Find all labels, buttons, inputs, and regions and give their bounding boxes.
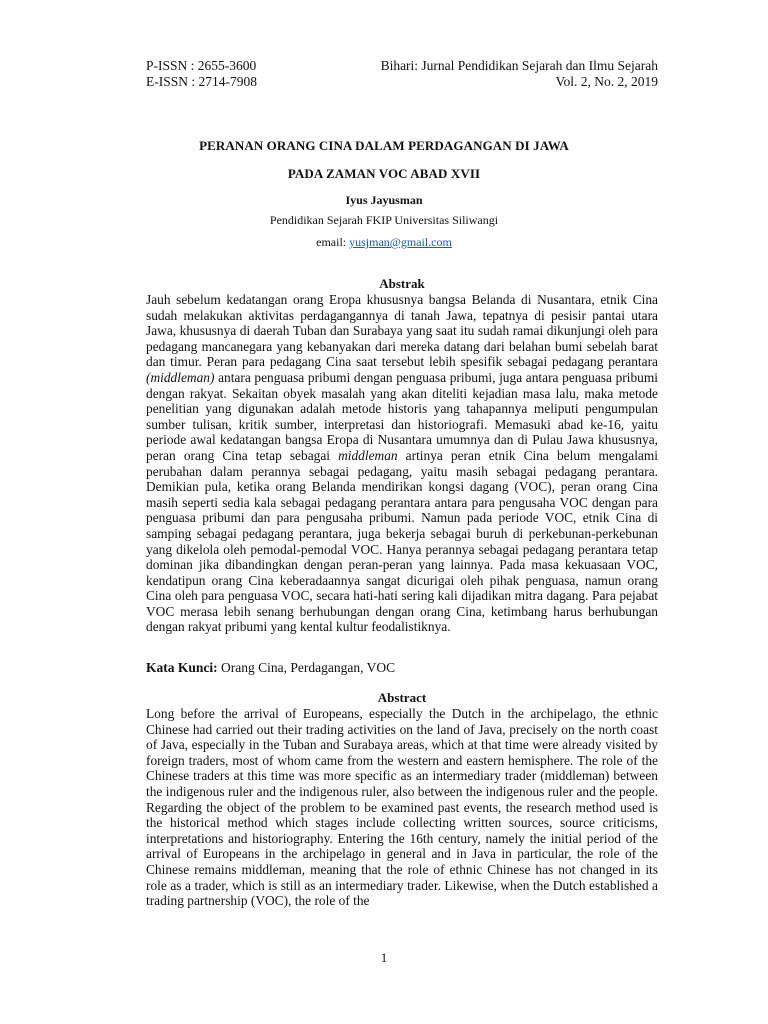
abstrak-emphasis-1: (middleman)	[146, 369, 215, 385]
email-link[interactable]: yusjman@gmail.com	[349, 235, 452, 249]
journal-volume: Vol. 2, No. 2, 2019	[555, 74, 658, 89]
issn-block	[146, 58, 257, 90]
abstrak-part-1: Jauh sebelum kedatangan orang Eropa khususnya bangsa Belanda di Nusantara, etnik Cina sudah melakukan aktivitas perdagangannya di tanah Jawa, tepatnya di pesisir pantai utara Jawa, khususnya di daerah Tuban dan Surabaya yang saat itu sudah ramai dikunjungi oleh para pedagang mancanegara yang kebanyakan dari mereka datang dari belahan bumi sebelah barat dan timur. Peran para pedagang Cina saat tersebut lebih spesifik sebagai pedagang perantara	[146, 292, 658, 370]
journal-name: Bihari: Jurnal Pendidikan Sejarah dan Ilmu Sejarah	[380, 58, 658, 73]
abstrak-emphasis-2: middleman	[338, 447, 398, 463]
keywords-line	[146, 660, 395, 676]
page-number: 1	[380, 950, 388, 965]
journal-block	[381, 58, 658, 90]
abstract-heading: Abstract	[377, 690, 427, 705]
paper-title-line-2: PADA ZAMAN VOC ABAD XVII	[287, 166, 481, 181]
abstrak-body	[146, 292, 658, 635]
email-label: email:	[316, 235, 347, 249]
keywords-label: Kata Kunci:	[146, 660, 218, 675]
abstrak-part-2: antara penguasa pribumi dengan penguasa pribumi, juga antara penguasa pribumi dengan rakyat. Sekaitan obyek masalah yang akan diteliti kejadian masa lalu, maka metode penelitian yang digunakan adalah metode historis yang tahapannya meliputi pengumpulan sumber tulisan, kritik sumber, interpretasi dan historiografi. Memasuki abad ke-16, yaitu periode awal kedatangan bangsa Eropa di Nusantara umumnya dan di Pulau Jawa khususnya, peran orang Cina tetap sebagai	[146, 369, 658, 463]
eissn: E-ISSN : 2714-7908	[146, 74, 257, 89]
author-email-line	[0, 235, 768, 250]
abstrak-heading: Abstrak	[379, 276, 425, 291]
author-name: Iyus Jayusman	[345, 193, 423, 207]
abstrak-part-3: artinya peran etnik Cina belum mengalami perubahan dalam perannya sebagai pedagang, yaitu masih sebagai pedagang perantara. Demikian pula, ketika orang Belanda mendirikan kongsi dagang (VOC), peran orang Cina masih seperti sedia kala sebagai pedagang perantara antara para pengusaha VOC dengan para penguasa pribumi dan para pengusaha pribumi. Namun pada periode VOC, etnik Cina di samping sebagai pedagang perantara, juga bekerja sebagai buruh di perkebunan-perkebunan yang dikelola oleh pemodal-pemodal VOC. Hanya perannya sebagai pedagang perantara tetap dominan jika dibandingkan dengan peran-peran yang lainnya. Pada masa kekuasaan VOC, kendatipun orang Cina keberadaannya sangat dicurigai oleh pihak penguasa, namun orang Cina oleh para penguasa VOC, secara hati-hati sering kali dijadikan mitra dagang. Para pejabat VOC merasa lebih senang berhubungan dengan orang Cina, ketimbang harus berhubungan dengan rakyat pribumi yang kental kultur feodalistiknya.	[146, 447, 658, 635]
paper-title-line-1: PERANAN ORANG CINA DALAM PERDAGANGAN DI JAWA	[199, 138, 569, 153]
author-affiliation: Pendidikan Sejarah FKIP Universitas Siliwangi	[269, 213, 499, 227]
pissn: P-ISSN : 2655-3600	[146, 58, 257, 73]
keywords-value: Orang Cina, Perdagangan, VOC	[217, 660, 396, 675]
abstract-body: Long before the arrival of Europeans, especially the Dutch in the archipelago, the ethnic Chinese had carried out their trading activities on the land of Java, precisely on the north coast of Java, especially in the Tuban and Surabaya areas, which at that time were already visited by foreign traders, most of whom came from the western and eastern hemisphere. The role of the Chinese traders at this time was more specific as an intermediary trader (middleman) between the indigenous ruler and the indigenous ruler, also between the indigenous ruler and the people. Regarding the object of the problem to be examined past events, the research method used is the historical method which stages include collecting written sources, source criticisms, interpretations and historiography. Entering the 16th century, namely the initial period of the arrival of Europeans in the archipelago in general and in Java in particular, the role of the Chinese remains middleman, meaning that the role of ethnic Chinese has not changed in its role as a trader, which is still as an intermediary trader. Likewise, when the Dutch established a trading partnership (VOC), the role of the	[146, 706, 658, 909]
